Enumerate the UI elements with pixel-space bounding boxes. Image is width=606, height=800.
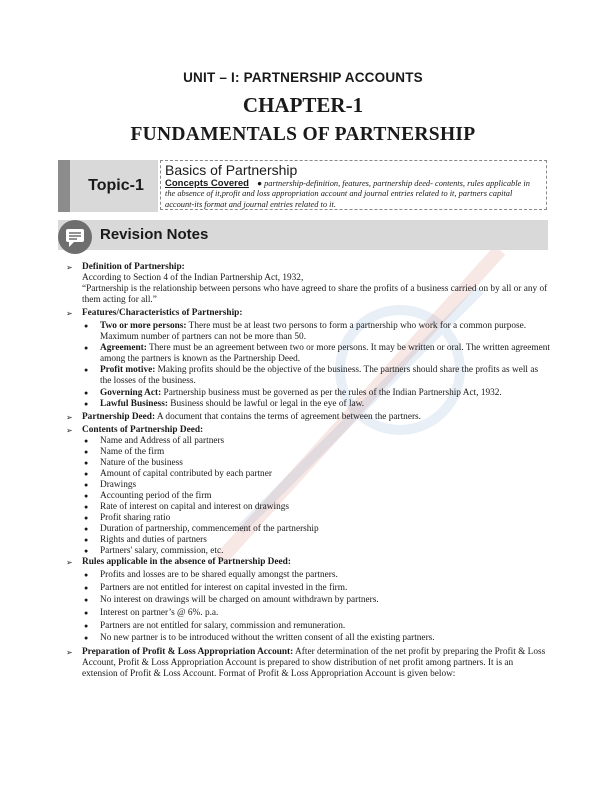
list-item: ● No interest on drawings will be charged on amount withdrawn by partners. bbox=[84, 595, 379, 606]
rules-list bbox=[66, 569, 550, 645]
concepts-label: Concepts Covered bbox=[165, 178, 249, 189]
dot-bullet-icon: ● bbox=[84, 514, 89, 523]
feature-text: There must be an agreement between two or more persons. It may be written or oral. The written agreement among the partners is known as the Partnership Deed. bbox=[100, 343, 550, 365]
arrow-bullet-icon: ➢ bbox=[66, 263, 73, 272]
dot-bullet-icon: ● bbox=[84, 399, 89, 408]
dot-bullet-icon: ● bbox=[84, 621, 89, 630]
list-item: ● Accounting period of the firm bbox=[84, 490, 212, 501]
dot-bullet-icon: ● bbox=[84, 536, 89, 545]
dot-bullet-icon: ● bbox=[84, 436, 89, 445]
revision-notes-title: Revision Notes bbox=[100, 226, 209, 243]
dot-bullet-icon: ● bbox=[84, 571, 89, 580]
definition-section bbox=[66, 262, 550, 306]
chapter-heading: CHAPTER-1 bbox=[242, 93, 364, 117]
dot-bullet-icon: ● bbox=[84, 596, 89, 605]
list-item bbox=[66, 321, 550, 343]
unit-heading: UNIT – I: PARTNERSHIP ACCOUNTS bbox=[183, 70, 423, 85]
features-title: Features/Characteristics of Partnership: bbox=[82, 308, 243, 319]
list-item: ● Nature of the business bbox=[84, 457, 183, 468]
revision-notes-body bbox=[66, 262, 550, 682]
topic-content-box bbox=[160, 160, 547, 210]
feature-head: Agreement: bbox=[100, 343, 147, 354]
dot-bullet-icon: ● bbox=[84, 502, 89, 511]
feature-head: Profit motive: bbox=[100, 365, 156, 376]
list-item: ● Partners are not entitled for salary, commission and remuneration. bbox=[84, 620, 346, 631]
rules-title: Rules applicable in the absence of Partnership Deed: bbox=[82, 557, 291, 568]
list-item: ● No new partner is to be introduced without the written consent of all the existing partners. bbox=[84, 633, 435, 644]
appropriation-title: Preparation of Profit & Loss Appropriation Account: bbox=[82, 646, 294, 657]
deed-section bbox=[66, 412, 550, 423]
arrow-bullet-icon: ➢ bbox=[66, 425, 73, 435]
appropriation-section bbox=[66, 647, 550, 680]
feature-text: Making profits should be the objective of the business. The partners should share the profits as well as the losses of the business. bbox=[100, 365, 539, 387]
concepts-text: ● partnership-definition, features, partnership deed- contents, rules applicable in the absence of it,profit and loss appropriation account and journal entries related to it, partners capital account-its format and journal entries related to it. bbox=[165, 179, 530, 209]
deed-text: A document that contains the terms of agreement between the partners. bbox=[155, 411, 421, 422]
definition-line1: According to Section 4 of the Indian Partnership Act, 1932, bbox=[82, 273, 304, 284]
dot-bullet-icon: ● bbox=[84, 480, 89, 489]
contents-title: Contents of Partnership Deed: bbox=[82, 424, 204, 435]
dot-bullet-icon: ● bbox=[84, 344, 89, 353]
list-item: ● Interest on partner’s @ 6%. p.a. bbox=[84, 608, 219, 619]
dot-bullet-icon: ● bbox=[84, 634, 89, 643]
list-item: ● Drawings bbox=[84, 479, 137, 490]
dot-bullet-icon: ● bbox=[84, 583, 89, 592]
list-item: ● Name of the firm bbox=[84, 446, 165, 457]
topic-title: Basics of Partnership bbox=[165, 162, 298, 178]
appropriation-text: After determination of the net profit by preparing the Profit & Loss Account, Profit & Loss Appropriation Account is prepared to show distribution of net profit among partners. It is an extension of Profit & Loss Account. Format of Profit & Loss Appropriation Account is given below: bbox=[82, 646, 546, 679]
arrow-bullet-icon: ➢ bbox=[66, 412, 73, 422]
list-item bbox=[66, 365, 550, 387]
rules-section bbox=[66, 557, 550, 568]
feature-text: Partnership business must be governed as per the rules of the Indian Partnership Act, 1932. bbox=[161, 387, 502, 398]
arrow-bullet-icon: ➢ bbox=[66, 647, 73, 657]
arrow-bullet-icon: ➢ bbox=[66, 558, 73, 568]
list-item bbox=[66, 388, 550, 399]
list-item: ● Duration of partnership, commencement of the partnership bbox=[84, 524, 319, 535]
concepts-covered bbox=[165, 179, 542, 210]
feature-head: Governing Act: bbox=[100, 387, 162, 398]
dot-bullet-icon: ● bbox=[84, 491, 89, 500]
topic-label: Topic-1 bbox=[88, 177, 144, 194]
dot-bullet-icon: ● bbox=[84, 458, 89, 467]
list-item: ● Rights and duties of partners bbox=[84, 535, 207, 546]
list-item: ● Name and Address of all partners bbox=[84, 435, 225, 446]
feature-text: There must be at least two persons to form a partnership who work for a common purpose. Maximum number of partners can not be more than 50. bbox=[100, 321, 527, 343]
list-item: ● Partners are not entitled for interest on capital invested in the firm. bbox=[84, 582, 348, 593]
contents-section bbox=[66, 425, 550, 436]
list-item: ● Profit sharing ratio bbox=[84, 513, 171, 524]
features-section bbox=[66, 308, 550, 319]
contents-list bbox=[66, 436, 550, 558]
list-item bbox=[66, 399, 550, 410]
dot-bullet-icon: ● bbox=[84, 366, 89, 375]
list-item bbox=[66, 343, 550, 365]
list-item: ● Rate of interest on capital and interest on drawings bbox=[84, 501, 289, 512]
topic-badge-bar bbox=[58, 160, 70, 212]
dot-bullet-icon: ● bbox=[84, 388, 89, 397]
arrow-bullet-icon: ➢ bbox=[66, 309, 73, 319]
chapter-title: FUNDAMENTALS OF PARTNERSHIP bbox=[130, 124, 476, 145]
feature-head: Lawful Business: bbox=[100, 398, 168, 409]
deed-title: Partnership Deed: bbox=[82, 411, 156, 422]
definition-title: Definition of Partnership: bbox=[82, 262, 185, 272]
list-item: ● Profits and losses are to be shared equally amongst the partners. bbox=[84, 570, 338, 581]
notes-icon bbox=[58, 220, 92, 254]
dot-bullet-icon: ● bbox=[84, 609, 89, 618]
dot-bullet-icon: ● bbox=[84, 547, 89, 556]
feature-head: Two or more persons: bbox=[100, 321, 187, 332]
dot-bullet-icon: ● bbox=[84, 447, 89, 456]
dot-bullet-icon: ● bbox=[84, 322, 89, 331]
list-item: ● Partners' salary, commission, etc. bbox=[84, 546, 224, 557]
list-item: ● Amount of capital contributed by each partner bbox=[84, 468, 272, 479]
dot-bullet-icon: ● bbox=[84, 469, 89, 478]
dot-bullet-icon: ● bbox=[84, 525, 89, 534]
feature-text: Business should be lawful or legal in the eye of law. bbox=[167, 398, 365, 409]
topic-badge bbox=[58, 160, 158, 212]
definition-line2: “Partnership is the relationship between persons who have agreed to share the profits of a business carried on by all or any of them acting for all.” bbox=[82, 284, 548, 306]
